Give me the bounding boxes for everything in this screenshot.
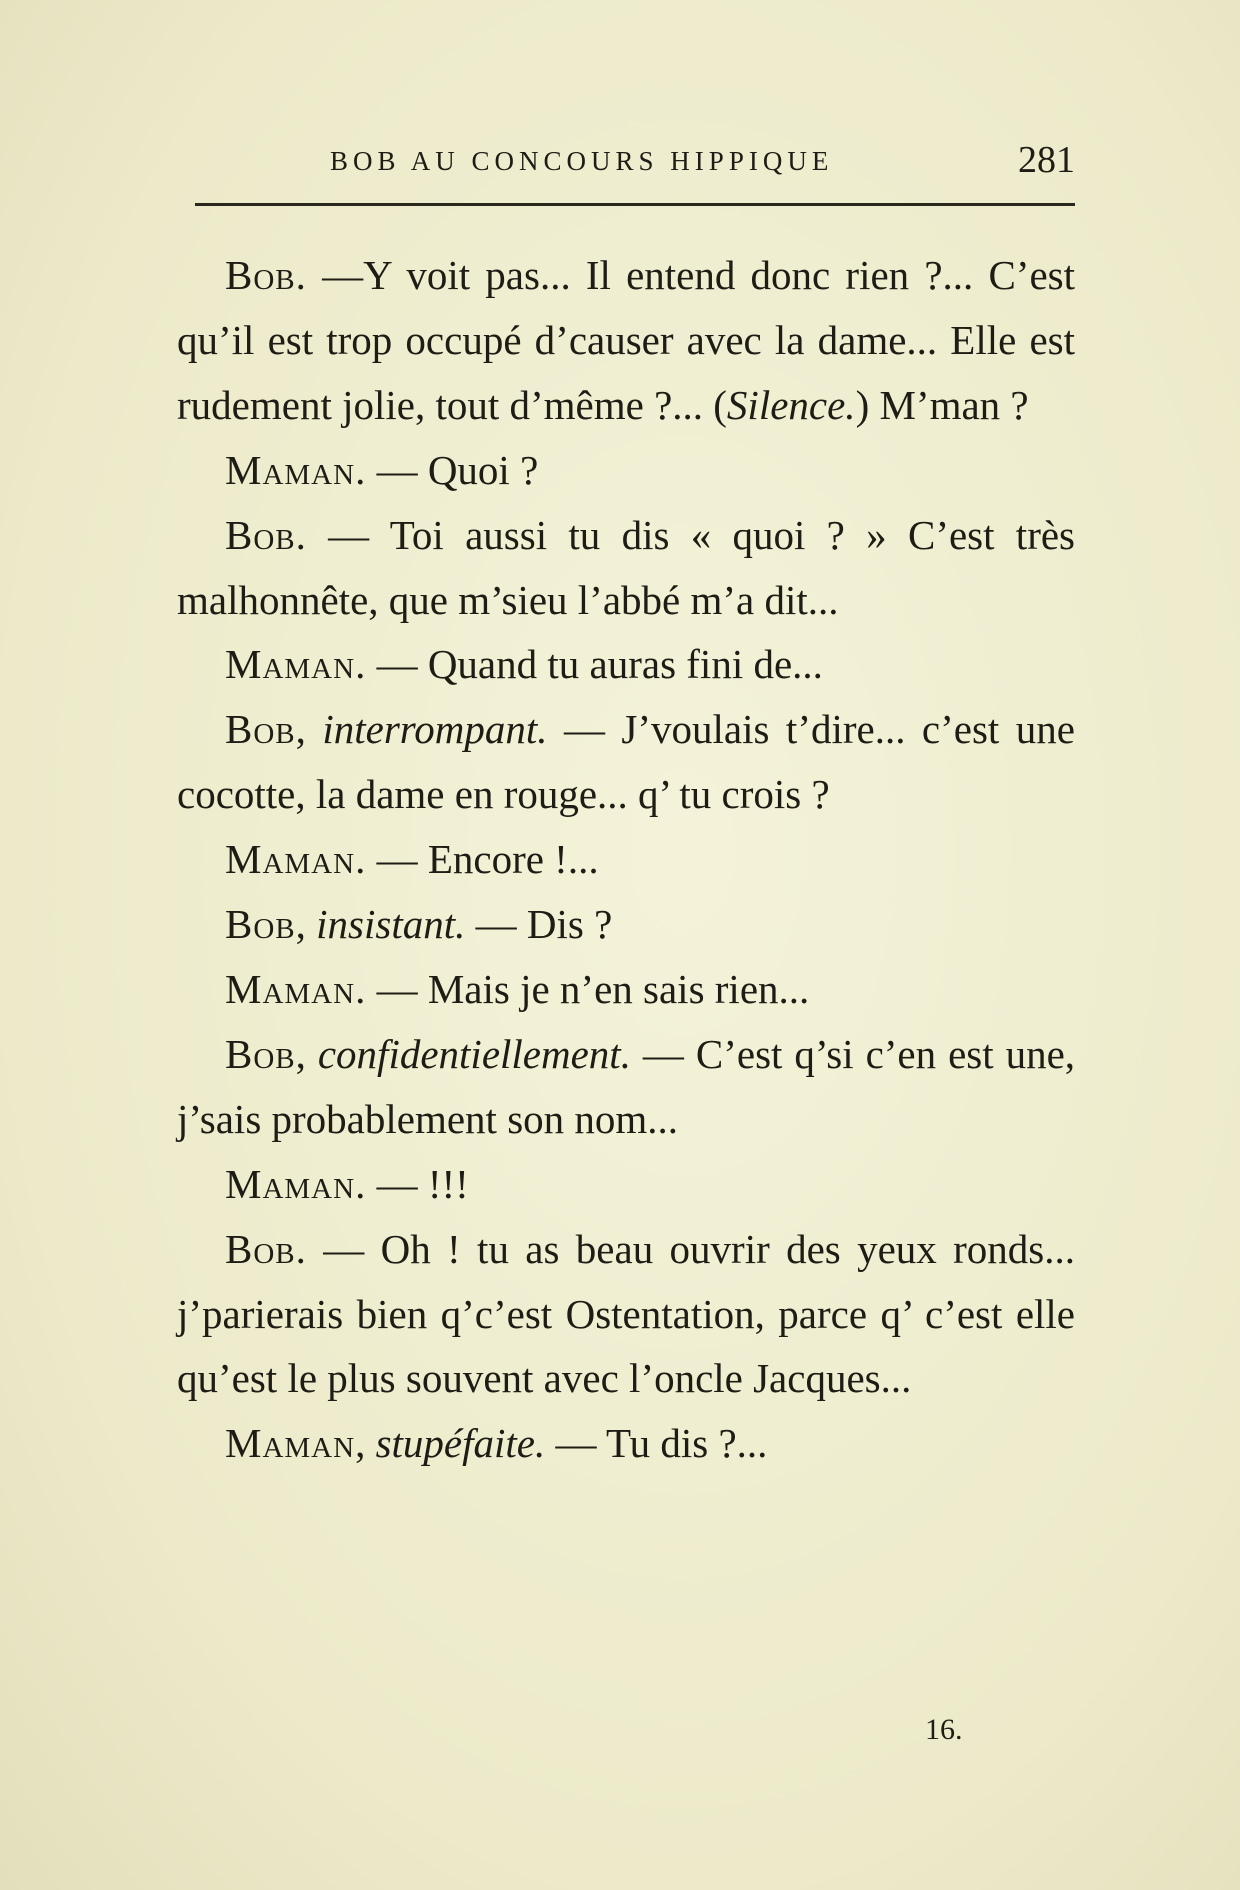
dash: — bbox=[306, 252, 364, 298]
running-title: BOB AU CONCOURS HIPPIQUE bbox=[330, 146, 834, 176]
dialogue-paragraph: Bob, interrompant. — J’voulais t’dire... c’est une cocotte, la dame en rouge... q’ tu crois ? bbox=[177, 706, 1075, 818]
speaker: Maman. bbox=[225, 965, 367, 1012]
line-text: Tu dis ?... bbox=[596, 1420, 768, 1467]
dialogue-paragraph bbox=[177, 1152, 1075, 1217]
dash: — bbox=[366, 965, 418, 1012]
speaker: Maman bbox=[225, 1420, 356, 1467]
line-text: Mais je n’en sais rien... bbox=[417, 965, 810, 1012]
speaker: Maman. bbox=[225, 641, 367, 688]
header-rule bbox=[195, 203, 1075, 206]
dash: — bbox=[306, 511, 370, 558]
speaker: Bob. bbox=[225, 1225, 307, 1272]
dialogue-paragraph bbox=[177, 438, 1075, 503]
line-text: Quand tu auras fini de... bbox=[417, 641, 823, 688]
stage-direction: insistant. bbox=[316, 901, 466, 948]
dialogue-paragraph: Bob, confidentiellement. — C’est q’si c’en est une, j’sais probablement son nom... bbox=[177, 1030, 1076, 1142]
dialogue-paragraph bbox=[177, 243, 1075, 438]
line-text: Quoi ? bbox=[417, 446, 539, 493]
stage-direction: interrompant. bbox=[322, 706, 548, 753]
dialogue-paragraph: Bob, insistant. — Dis ? bbox=[225, 901, 613, 948]
dash: — bbox=[630, 1030, 684, 1077]
dash: — bbox=[366, 641, 418, 688]
dash: — bbox=[366, 446, 418, 493]
speaker: Maman. bbox=[225, 836, 367, 883]
dash: — bbox=[547, 706, 605, 753]
dialogue-paragraph bbox=[177, 632, 1075, 697]
line-text: J’voulais t’dire... c’est une cocotte, la dame en rouge... q’ tu crois ? bbox=[177, 706, 1075, 818]
speaker: Bob bbox=[225, 706, 296, 753]
speaker: Maman. bbox=[225, 446, 367, 493]
speaker: Bob. bbox=[225, 511, 307, 558]
dash: — bbox=[306, 1225, 365, 1272]
line-text-after: ) M’man ? bbox=[855, 381, 1029, 428]
stage-direction: confidentiellement. bbox=[317, 1030, 631, 1077]
dialogue-paragraph bbox=[177, 503, 1075, 633]
speaker: Maman. bbox=[225, 1160, 367, 1207]
dash: — bbox=[366, 1160, 418, 1207]
line-text: Encore !... bbox=[417, 836, 599, 883]
speaker: Bob bbox=[225, 901, 296, 948]
page-number: 281 bbox=[1018, 139, 1075, 181]
line-text: Dis ? bbox=[516, 901, 613, 948]
speaker: Bob. bbox=[225, 252, 307, 298]
line-text: Toi aussi tu dis « quoi ? » C’est très malhonnête, que m’sieu l’abbé m’a dit... bbox=[177, 511, 1076, 623]
line-text: !!! bbox=[417, 1160, 469, 1207]
speaker: Bob bbox=[225, 1030, 296, 1077]
stage-direction: Silence. bbox=[726, 381, 856, 428]
signature-mark: 16. bbox=[925, 1713, 963, 1746]
line-text: Y voit pas... Il entend donc rien ?... C’est qu’il est trop occupé d’causer avec la dame... Elle est rudement jolie, tout d’même ?... ( bbox=[177, 252, 1076, 428]
dash: — bbox=[465, 901, 517, 948]
dialogue-paragraph bbox=[177, 957, 1075, 1022]
body-text bbox=[177, 243, 1075, 1476]
running-head bbox=[195, 138, 1075, 190]
dash: — bbox=[545, 1420, 597, 1467]
line-text: Oh ! tu as beau ouvrir des yeux ronds... j’parierais bien q’c’est Ostentation, parce q’ c’est elle qu’est le plus souvent avec l’oncle Jacques... bbox=[177, 1225, 1075, 1402]
dash: — bbox=[366, 836, 418, 883]
stage-direction: stupéfaite. bbox=[375, 1420, 546, 1467]
dialogue-paragraph bbox=[177, 827, 1075, 892]
dialogue-paragraph bbox=[177, 1217, 1075, 1412]
dialogue-paragraph: Maman, stupéfaite. — Tu dis ?... bbox=[225, 1420, 768, 1467]
line-text: C’est q’si c’en est une, j’sais probablement son nom... bbox=[177, 1030, 1076, 1142]
